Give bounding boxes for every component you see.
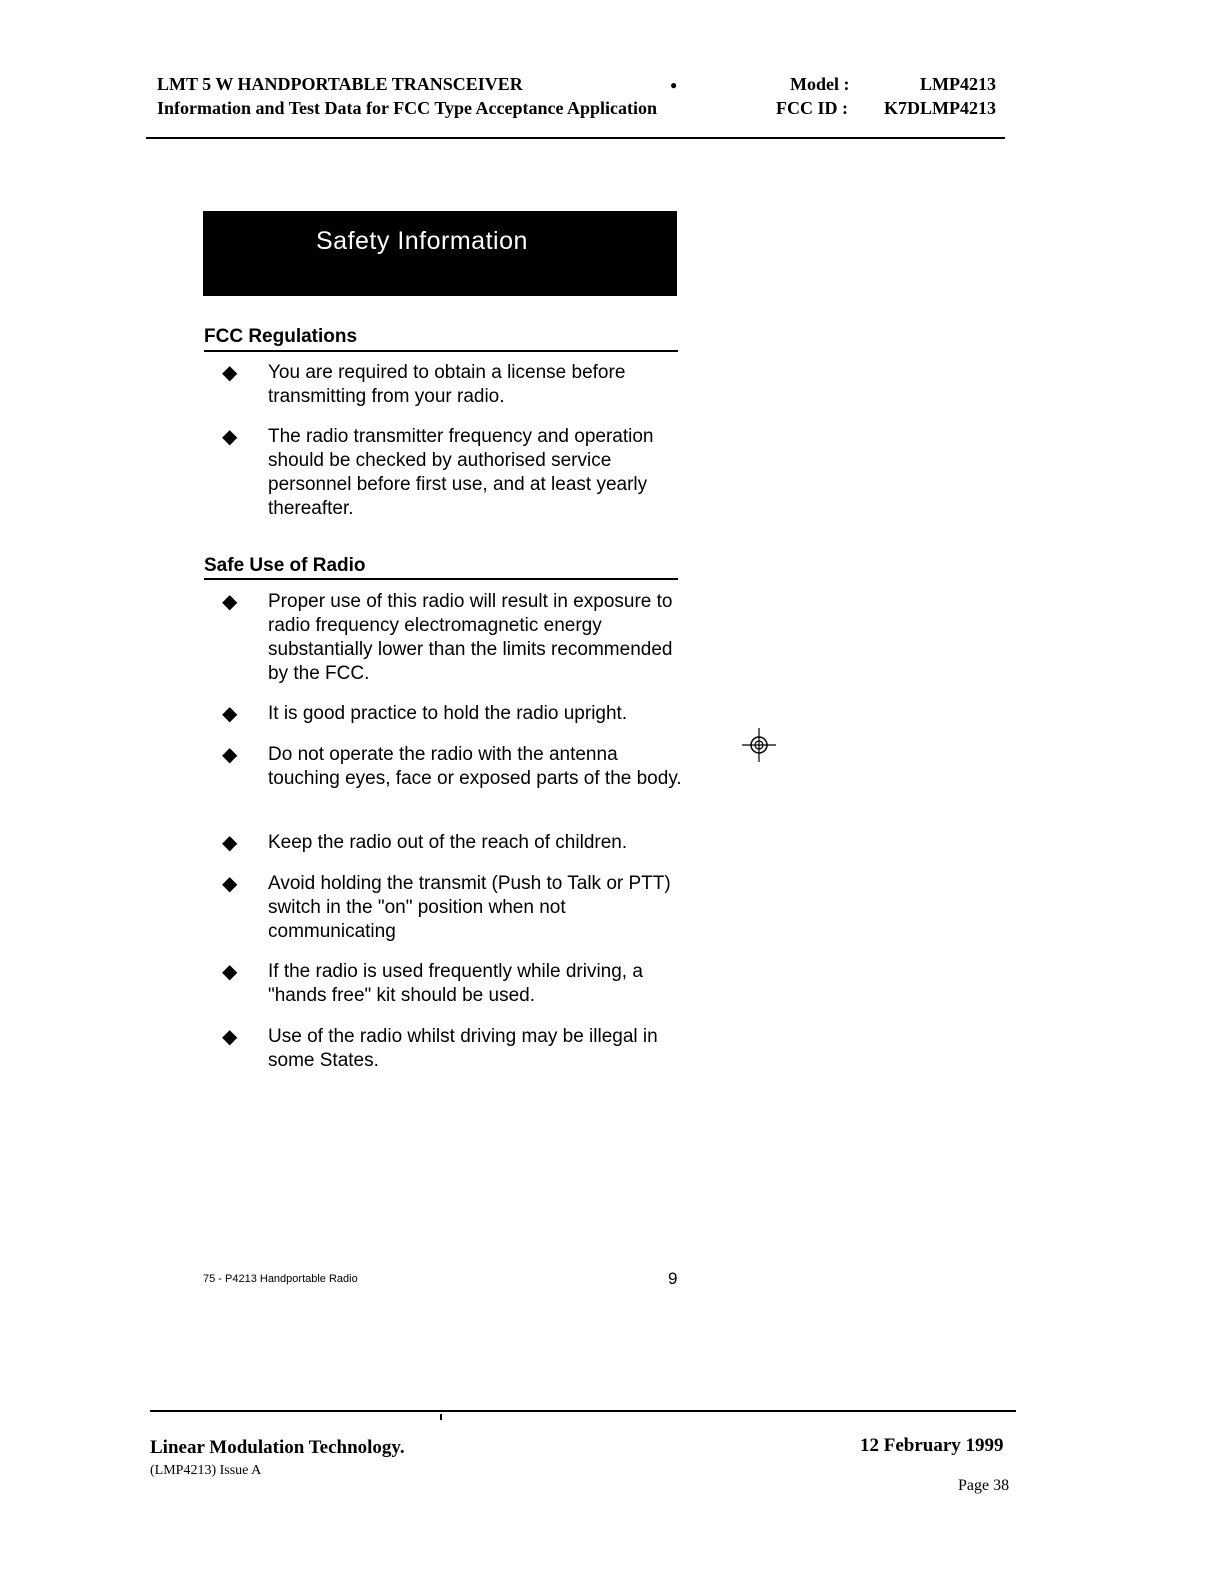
diamond-bullet-icon: ◆ — [222, 832, 238, 854]
list-item-text: It is good practice to hold the radio upright. — [268, 703, 628, 724]
list-item-text: Keep the radio out of the reach of children. — [268, 832, 628, 853]
inner-footer-docref: 75 - P4213 Handportable Radio — [203, 1273, 358, 1285]
list-item-text: Do not operate the radio with the antenna touching eyes, face or exposed parts of the body. — [268, 744, 682, 789]
header-ids — [776, 72, 1006, 120]
page-title: Safety Information — [316, 227, 528, 255]
footer-page-number: Page 38 — [958, 1477, 1010, 1494]
list-item-text: Avoid holding the transmit (Push to Talk or PTT) switch in the "on" position when not communicating — [268, 873, 671, 942]
section-heading-safe-use: Safe Use of Radio — [204, 555, 366, 576]
fccid-label: FCC ID : — [776, 98, 848, 118]
list-item-text: Use of the radio whilst driving may be illegal in some States. — [268, 1026, 658, 1071]
diamond-bullet-icon: ◆ — [222, 744, 238, 766]
header-dot-icon: ● — [670, 78, 678, 92]
model-value: LMP4213 — [920, 74, 996, 94]
page-title-banner — [203, 211, 677, 296]
list-item-text: If the radio is used frequently while driving, a "hands free" kit should be used. — [268, 961, 643, 1006]
diamond-bullet-icon: ◆ — [222, 362, 238, 384]
footer-company: Linear Modulation Technology. — [150, 1437, 405, 1458]
diamond-bullet-icon: ◆ — [222, 426, 238, 448]
diamond-bullet-icon: ◆ — [222, 873, 238, 895]
diamond-bullet-icon: ◆ — [222, 1026, 238, 1048]
footer-tick-mark — [440, 1414, 442, 1420]
fccid-value: K7DLMP4213 — [884, 98, 996, 118]
header-subtitle: Information and Test Data for FCC Type Acceptance Application — [157, 98, 658, 118]
header-divider — [146, 137, 1005, 139]
section-rule — [204, 350, 678, 352]
diamond-bullet-icon: ◆ — [222, 591, 238, 613]
list-item-text: The radio transmitter frequency and operation should be checked by authorised service personnel before first use, and at least yearly thereafter. — [268, 426, 654, 519]
section-rule — [204, 578, 678, 580]
list-item-text: Proper use of this radio will result in exposure to radio frequency electromagnetic energy substantially lower than the limits recommended by the FCC. — [268, 591, 673, 684]
list-item-text: You are required to obtain a license before transmitting from your radio. — [268, 362, 626, 407]
footer-issue: (LMP4213) Issue A — [150, 1463, 262, 1478]
footer-date: 12 February 1999 — [860, 1435, 1004, 1456]
crosshair-icon — [742, 728, 776, 762]
document-header — [157, 72, 657, 120]
section-heading-fcc: FCC Regulations — [204, 326, 358, 347]
diamond-bullet-icon: ◆ — [222, 961, 238, 983]
header-product-title: LMT 5 W HANDPORTABLE TRANSCEIVER — [157, 74, 523, 94]
model-label: Model : — [790, 74, 850, 94]
diamond-bullet-icon: ◆ — [222, 703, 238, 725]
inner-footer-page-number: 9 — [668, 1269, 678, 1288]
footer-divider — [150, 1410, 1016, 1412]
